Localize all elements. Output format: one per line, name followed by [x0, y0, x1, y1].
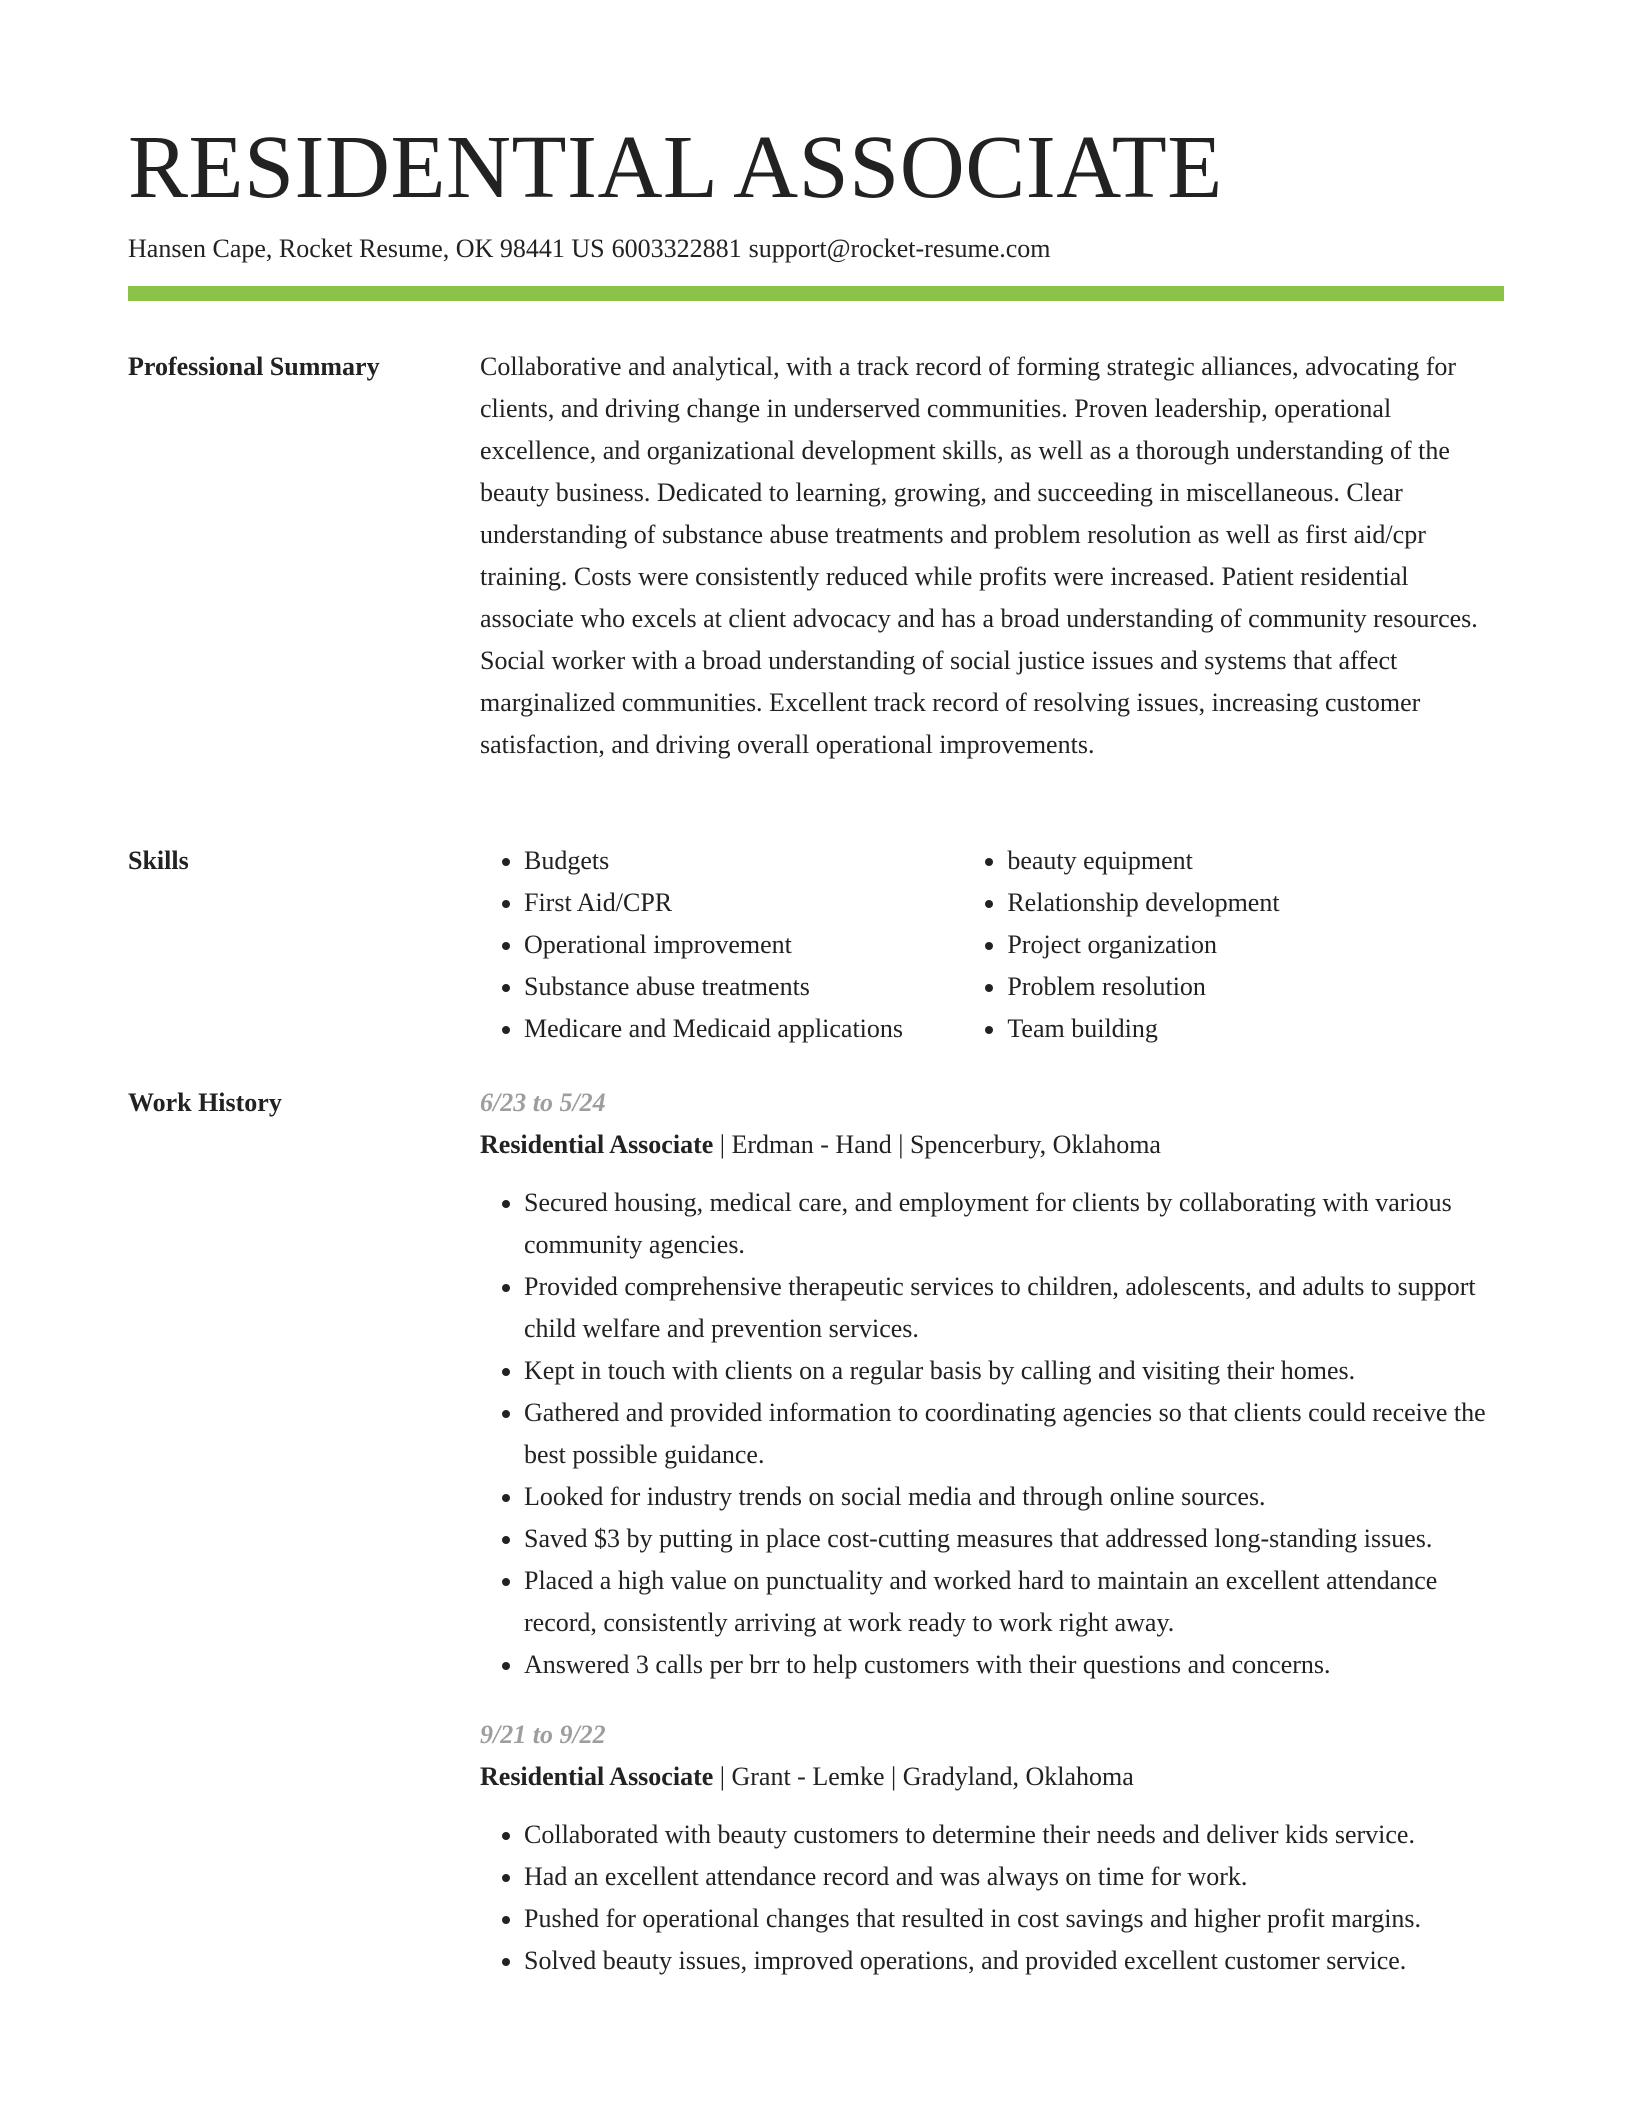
job-bullets	[480, 1814, 1504, 1982]
job-heading	[480, 1124, 1504, 1166]
skill-item: • Medicare and Medicaid applications	[524, 1008, 963, 1050]
contact-line	[128, 232, 1051, 266]
job-heading	[480, 1756, 1504, 1798]
job-bullet: • Had an excellent attendance record and was always on time for work.	[524, 1856, 1504, 1898]
skill-item: • beauty equipment	[1007, 840, 1504, 882]
job-title: Residential Associate	[480, 1762, 714, 1791]
summary-label: Professional Summary	[128, 352, 380, 381]
job-bullet: • Solved beauty issues, improved operations, and provided excellent customer service.	[524, 1940, 1504, 1982]
skills-body	[480, 840, 1504, 1050]
summary-body	[480, 346, 1504, 766]
job-bullet: • Provided comprehensive therapeutic services to children, adolescents, and adults to support child welfare and prevention services.	[524, 1266, 1504, 1350]
skill-item: • Budgets	[524, 840, 963, 882]
job-bullet: • Kept in touch with clients on a regular basis by calling and visiting their homes.	[524, 1350, 1504, 1392]
skills-list-right	[963, 840, 1504, 1050]
skills-list-left	[480, 840, 963, 1050]
job-bullet: • Placed a high value on punctuality and worked hard to maintain an excellent attendance record, consistently arriving at work ready to work right away.	[524, 1560, 1504, 1644]
job-bullet: • Secured housing, medical care, and employment for clients by collaborating with various community agencies.	[524, 1182, 1504, 1266]
job-bullet: • Saved $3 by putting in place cost-cutting measures that addressed long-standing issues.	[524, 1518, 1504, 1560]
skill-item: • Project organization	[1007, 924, 1504, 966]
job-entry	[480, 1714, 1504, 1982]
job-title: Residential Associate	[480, 1130, 714, 1159]
job-entry	[480, 1082, 1504, 1686]
contact-address: Hansen Cape, Rocket Resume, OK 98441 US	[128, 234, 605, 263]
summary-text: Collaborative and analytical, with a track record of forming strategic alliances, advocating for clients, and driving change in underserved communities. Proven leadership, operational excellence, and organizational development skills, as well as a thorough understanding of the beauty business. Dedicated to learning, growing, and succeeding in miscellaneous. Clear understanding of substance abuse treatments and problem resolution as well as first aid/cpr training. Costs were consistently reduced while profits were increased. Patient residential associate who excels at client advocacy and has a broad understanding of community resources. Social worker with a broad understanding of social justice issues and systems that affect marginalized communities. Excellent track record of resolving issues, increasing customer satisfaction, and driving overall operational improvements.	[480, 352, 1478, 759]
skill-item: • Problem resolution	[1007, 966, 1504, 1008]
job-bullet: • Gathered and provided information to coordinating agencies so that clients could receive the best possible guidance.	[524, 1392, 1504, 1476]
job-bullet: • Collaborated with beauty customers to determine their needs and deliver kids service.	[524, 1814, 1504, 1856]
skill-item: • Relationship development	[1007, 882, 1504, 924]
work-body	[480, 1082, 1504, 1982]
job-details: | Grant - Lemke | Gradyland, Oklahoma	[713, 1762, 1134, 1791]
header-divider	[128, 286, 1504, 301]
contact-phone: 6003322881	[611, 234, 742, 263]
job-date: 6/23 to 5/24	[480, 1088, 606, 1117]
job-bullet: • Answered 3 calls per brr to help customers with their questions and concerns.	[524, 1644, 1504, 1686]
skill-item: • Substance abuse treatments	[524, 966, 963, 1008]
job-date: 9/21 to 9/22	[480, 1720, 606, 1749]
job-details: | Erdman - Hand | Spencerbury, Oklahoma	[713, 1130, 1161, 1159]
job-bullet: • Pushed for operational changes that resulted in cost savings and higher profit margins.	[524, 1898, 1504, 1940]
job-bullet: • Looked for industry trends on social media and through online sources.	[524, 1476, 1504, 1518]
skill-item: • First Aid/CPR	[524, 882, 963, 924]
skills-label: Skills	[128, 846, 189, 875]
skill-item: • Team building	[1007, 1008, 1504, 1050]
job-bullets	[480, 1182, 1504, 1686]
skill-item: • Operational improvement	[524, 924, 963, 966]
work-label: Work History	[128, 1088, 282, 1117]
resume-title: RESIDENTIAL ASSOCIATE	[128, 118, 1223, 217]
contact-email[interactable]: support@rocket-resume.com	[748, 234, 1051, 263]
